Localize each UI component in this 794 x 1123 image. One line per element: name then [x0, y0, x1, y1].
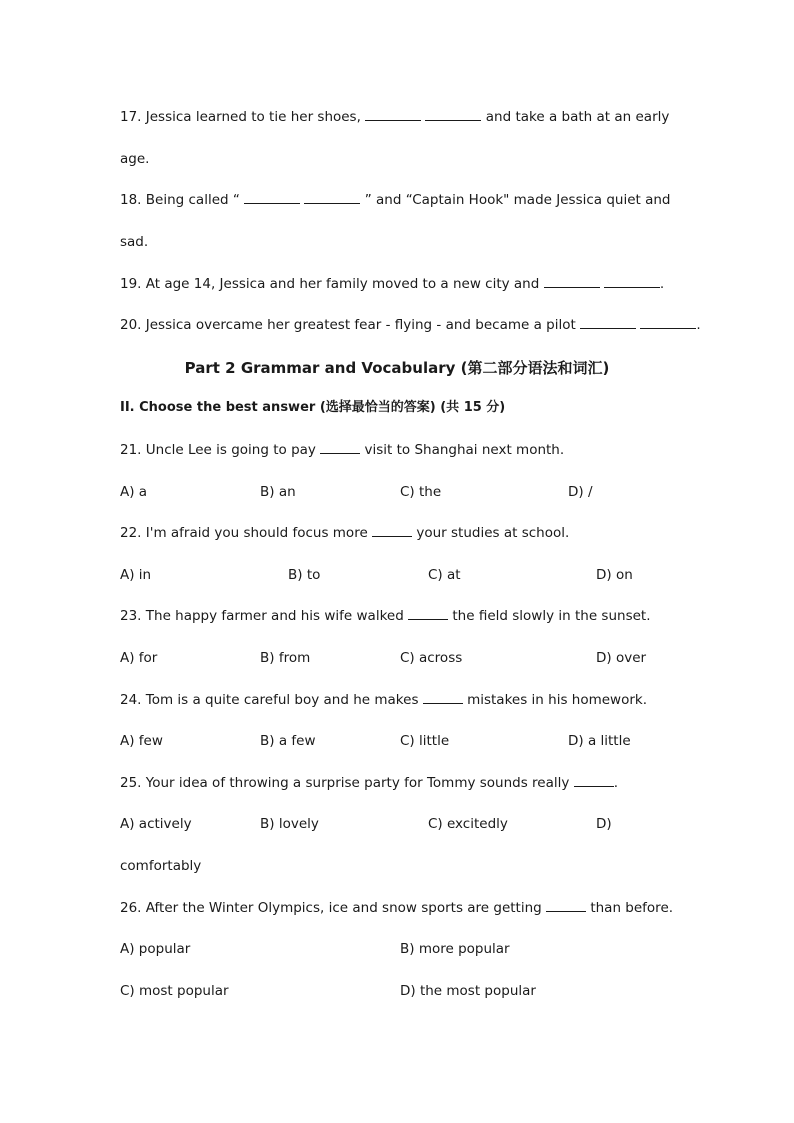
q21-text-start: 21. Uncle Lee is going to pay [120, 442, 316, 458]
q24-option-d[interactable]: D) a little [568, 733, 631, 749]
q25-option-d[interactable]: D) [596, 816, 612, 832]
q24-option-b[interactable]: B) a few [260, 733, 316, 749]
q22-option-d[interactable]: D) on [596, 567, 633, 583]
q23-option-d[interactable]: D) over [596, 650, 647, 666]
q22-option-b[interactable]: B) to [288, 567, 321, 583]
q18-blank-2[interactable] [304, 191, 360, 204]
q20-blank-2[interactable] [640, 316, 696, 329]
q18-text-start: 18. Being called “ [120, 192, 240, 208]
q24-text-start: 24. Tom is a quite careful boy and he makes [120, 692, 419, 708]
q17-text-end: and take a bath at an early [485, 109, 670, 125]
question-26 [120, 899, 673, 917]
q25-text-start: 25. Your idea of throwing a surprise party for Tommy sounds really [120, 775, 570, 791]
question-22 [120, 524, 569, 542]
q20-text-end: . [696, 317, 701, 333]
q23-blank[interactable] [408, 607, 448, 620]
q19-text-start: 19. At age 14, Jessica and her family moved to a new city and [120, 276, 540, 292]
q19-blank-1[interactable] [544, 275, 600, 288]
q22-text-start: 22. I'm afraid you should focus more [120, 525, 368, 541]
q23-text-start: 23. The happy farmer and his wife walked [120, 608, 404, 624]
q26-text-start: 26. After the Winter Olympics, ice and snow sports are getting [120, 900, 542, 916]
q26-blank[interactable] [546, 899, 586, 912]
q23-option-b[interactable]: B) from [260, 650, 311, 666]
q22-option-a[interactable]: A) in [120, 567, 152, 583]
question-25 [120, 774, 618, 792]
question-23 [120, 607, 651, 625]
q22-blank[interactable] [372, 524, 412, 537]
q22-text-end: your studies at school. [416, 525, 570, 541]
q20-text-start: 20. Jessica overcame her greatest fear - flying - and became a pilot [120, 317, 576, 333]
question-21 [120, 441, 564, 459]
section-2-heading: II. Choose the best answer (选择最恰当的答案) (共 15 分) [120, 400, 506, 415]
q21-option-b[interactable]: B) an [260, 484, 296, 500]
q25-blank[interactable] [574, 774, 614, 787]
q21-option-d[interactable]: D) / [568, 484, 593, 500]
q21-option-c[interactable]: C) the [400, 484, 442, 500]
q19-blank-2[interactable] [604, 275, 660, 288]
question-17 [120, 108, 669, 126]
question-18 [120, 191, 671, 209]
question-24 [120, 691, 647, 709]
q24-text-end: mistakes in his homework. [467, 692, 648, 708]
q25-option-c[interactable]: C) excitedly [428, 816, 508, 832]
q17-blank-1[interactable] [365, 108, 421, 121]
q24-option-c[interactable]: C) little [400, 733, 450, 749]
q25-option-b[interactable]: B) lovely [260, 816, 319, 832]
q24-option-a[interactable]: A) few [120, 733, 163, 749]
q17-continuation: age. [120, 151, 150, 167]
q18-continuation: sad. [120, 234, 149, 250]
q26-text-end: than before. [590, 900, 674, 916]
part2-title: Part 2 Grammar and Vocabulary (第二部分语法和词汇) [184, 359, 610, 377]
question-19 [120, 275, 664, 293]
q26-option-d[interactable]: D) the most popular [400, 983, 536, 999]
q17-text-start: 17. Jessica learned to tie her shoes, [120, 109, 361, 125]
q25-option-d-text[interactable]: comfortably [120, 858, 202, 874]
q21-option-a[interactable]: A) a [120, 484, 148, 500]
q24-blank[interactable] [423, 691, 463, 704]
q17-blank-2[interactable] [425, 108, 481, 121]
question-20 [120, 316, 701, 334]
q23-text-end: the field slowly in the sunset. [452, 608, 651, 624]
q23-option-c[interactable]: C) across [400, 650, 463, 666]
q23-option-a[interactable]: A) for [120, 650, 158, 666]
q25-option-a[interactable]: A) actively [120, 816, 192, 832]
q22-option-c[interactable]: C) at [428, 567, 461, 583]
q21-blank[interactable] [320, 441, 360, 454]
q26-option-c[interactable]: C) most popular [120, 983, 229, 999]
q18-text-mid: ” and “Captain Hook" made Jessica quiet and [364, 192, 671, 208]
q20-blank-1[interactable] [580, 316, 636, 329]
q18-blank-1[interactable] [244, 191, 300, 204]
q26-option-b[interactable]: B) more popular [400, 941, 510, 957]
q25-text-end: . [613, 775, 618, 791]
q26-option-a[interactable]: A) popular [120, 941, 191, 957]
q21-text-end: visit to Shanghai next month. [364, 442, 565, 458]
q19-text-end: . [659, 276, 665, 292]
